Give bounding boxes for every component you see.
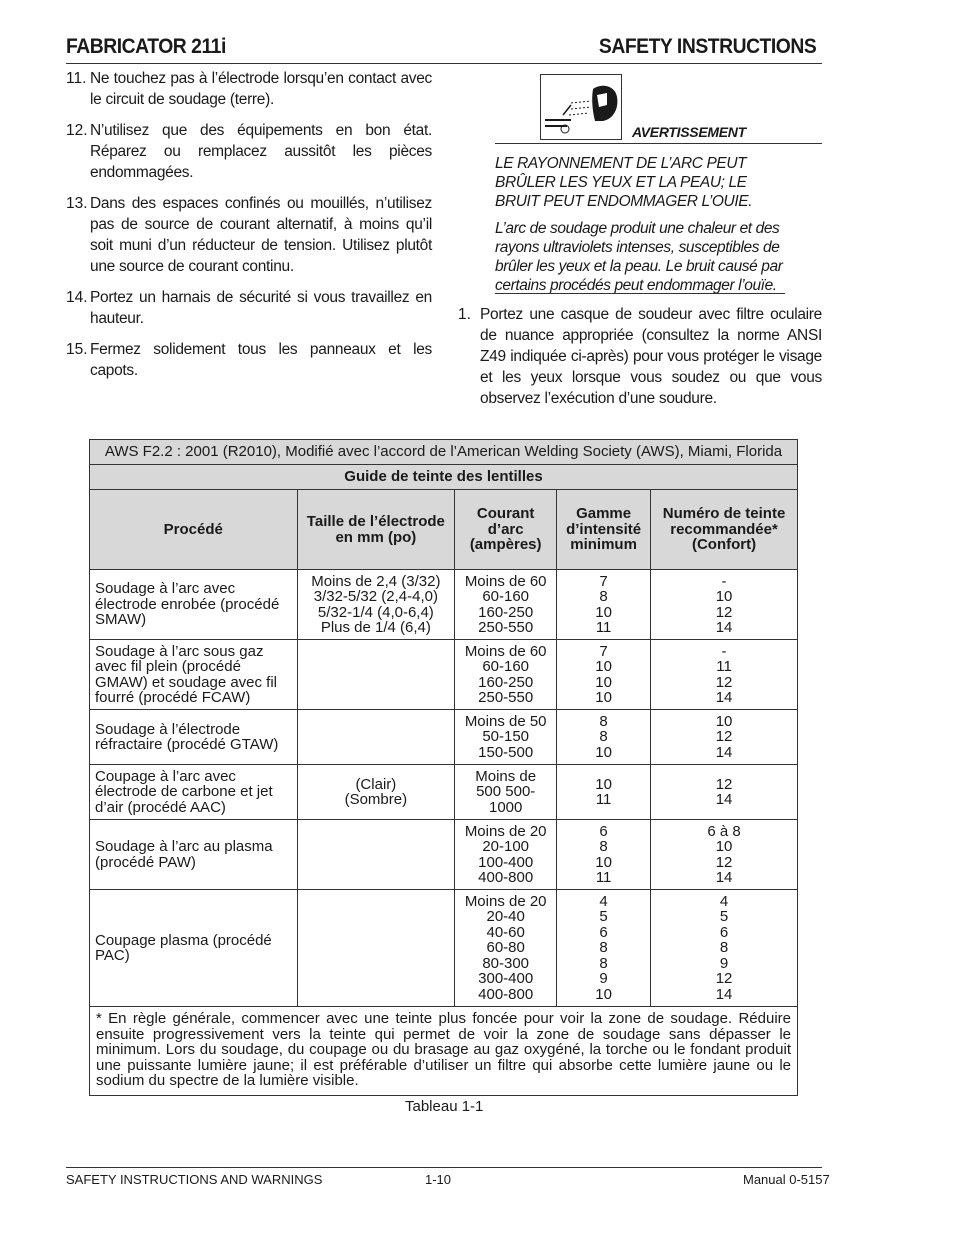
table-row: Soudage à l’arc avec électrode enrobée (procédé SMAW) Moins de 2,4 (3/32) 3/32-5/32 (2,4-4,0) 5/32-1/4 (4,0-6,4) Plus de 1/4 (6,4) Moins de 60 60-160 160-250 250-550 7 8 10 11 - 10 12 14 (90, 570, 798, 640)
cell-line: 160-250 (478, 603, 534, 621)
cell-line: Moins de 2,4 (3/32) (311, 572, 441, 590)
cell-line: 8 (719, 939, 729, 957)
cell-line: 11 (595, 791, 612, 808)
cell-line: Moins de (475, 767, 537, 785)
cell-line: 400-800 (478, 869, 534, 886)
welding-helmet-arc-icon (540, 74, 622, 140)
cell-line: 40-60 (486, 923, 525, 941)
cell-line: 7 (599, 642, 608, 660)
cell-line: 10 (715, 838, 733, 855)
cell-line: 10 (715, 588, 733, 605)
warning-heading: LE RAYONNEMENT DE L’ARC PEUT BRÛLER LES YEUX ET LA PEAU; LE BRUIT PEUT ENDOMMAGER L’OUIE. (495, 155, 753, 210)
cell-line: 10 (595, 743, 612, 761)
cell-line: 10 (595, 985, 612, 1003)
cell-line: 160-250 (478, 673, 534, 691)
cell-line: 8 (599, 939, 608, 957)
cell-line: 6 (599, 923, 608, 941)
table-row: Coupage plasma (procédé PAC) Moins de 20 20-40 40-60 60-80 80-300 300-400 400-800 4 5 6 8 8 9 10 4 5 6 8 9 12 14 (90, 890, 798, 1007)
cell-line: 12 (715, 673, 733, 691)
cell-line: 9 (599, 970, 608, 988)
cell-line: 80-300 (482, 954, 530, 972)
cell-line: 11 (595, 619, 612, 636)
cell-line: 10 (595, 775, 612, 793)
warning-body: L’arc de soudage produit une chaleur et des rayons ultraviolets intenses, susceptibles de brûler les yeux et la peau. Le bruit causé par certains procédés peut endommager l’ouïe. (495, 220, 783, 294)
cell-line: 14 (715, 985, 733, 1003)
cell-line: Moins de 60 (464, 642, 547, 660)
cell-line: 100-400 (478, 853, 534, 871)
cell-line: 60-160 (482, 588, 530, 605)
cell-line: 8 (599, 728, 608, 746)
page-header-product: FABRICATOR 211i (66, 35, 226, 58)
warning-rule-bottom (495, 293, 785, 294)
cell-line: 4 (719, 892, 729, 910)
cell-line: 10 (595, 673, 612, 691)
list-item: 1. Portez une casque de soudeur avec filtre oculaire de nuance appropriée (consultez la norme ANSI Z49 indiquée ci-après) pour vous protéger le visage et les yeux lorsque vous soudez ou que vous observez l’exécution d’une soudure. (458, 306, 822, 407)
column-header: Taille de l’électrode en mm (po) (297, 490, 455, 570)
footer-section: SAFETY INSTRUCTIONS AND WARNINGS (66, 1172, 323, 1187)
cell-line: 12 (715, 970, 733, 988)
cell-line: 5/32-1/4 (4,0-6,4) (317, 603, 434, 621)
cell-line: (Clair) (355, 775, 397, 793)
cell-line: 8 (599, 838, 608, 855)
cell-line: 4 (599, 892, 608, 910)
column-header: Courant d’arc (ampères) (455, 490, 557, 570)
cell-line: - (721, 572, 727, 590)
cell-line: 10 (595, 658, 612, 675)
cell-line: 20-100 (482, 838, 530, 855)
cell-line: 3/32-5/32 (2,4-4,0) (313, 588, 438, 605)
cell-line: 60-160 (482, 658, 530, 675)
cell-line: 14 (715, 869, 733, 886)
cell-line: 6 à 8 (707, 822, 741, 840)
cell-line: 14 (715, 689, 733, 706)
page-number: 1-10 (425, 1172, 452, 1187)
warning-rule-top (495, 143, 822, 144)
safety-list-left (66, 68, 432, 391)
cell-line: 1000 (488, 798, 523, 816)
cell-line: 8 (599, 954, 608, 972)
list-item: 11. Ne touchez pas à l’électrode lorsqu’en contact avec le circuit de soudage (terre). (66, 70, 432, 108)
cell-line: 150-500 (478, 743, 534, 761)
warning-text (495, 154, 791, 303)
column-header: Procédé (90, 490, 298, 570)
header-rule (66, 63, 822, 64)
cell-line: 10 (595, 689, 612, 706)
cell-line: Plus de 1/4 (6,4) (320, 619, 431, 636)
cell-line: 500 500- (476, 783, 536, 801)
page-header-section: SAFETY INSTRUCTIONS (598, 35, 816, 58)
table-row: Soudage à l’électrode réfractaire (procédé GTAW) Moins de 50 50-150 150-500 8 8 10 10 12 14 (90, 710, 798, 765)
cell-line: 8 (599, 712, 608, 730)
cell-line: 11 (716, 658, 732, 675)
cell-line: 250-550 (478, 619, 534, 636)
table-footnote: * En règle générale, commencer avec une teinte plus foncée pour voir la zone de soudage. Réduire ensuite progressivement vers la teinte qui permet de voir la zone de soudage sans dépasser le minimum. Lors du soudage, du coupage ou du brasage au gaz oxygéné, la torche ou le fondant produit une puissante lumière jaune; il est préférable d’utiliser un filtre qui absorbe cette lumière jaune ou le sodium du spectre de la lumière visible. (90, 1007, 798, 1096)
cell-line: Moins de 20 (464, 822, 547, 840)
cell-line: (Sombre) (344, 791, 408, 808)
cell-line: 7 (599, 572, 608, 590)
cell-line: 5 (599, 908, 608, 926)
cell-line: 50-150 (482, 728, 530, 746)
cell-line: 14 (715, 619, 733, 636)
table-title: Guide de teinte des lentilles (90, 465, 798, 490)
cell-line: 20-40 (486, 908, 525, 926)
cell-line: 12 (715, 603, 733, 621)
footer-rule (66, 1167, 822, 1168)
cell-line: 300-400 (478, 970, 534, 988)
cell-line: 60-80 (486, 939, 525, 957)
cell-line: 12 (715, 728, 733, 746)
cell-line: 12 (715, 775, 733, 793)
table-caption: Tableau 1-1 (405, 1098, 484, 1115)
cell-line: Moins de 60 (464, 572, 547, 590)
cell-line: 10 (595, 853, 612, 871)
cell-line: Moins de 50 (464, 712, 547, 730)
list-item: 12. N’utilisez que des équipements en bon état. Réparez ou remplacez aussitôt les pièces endommagées. (66, 122, 432, 181)
lens-shade-table (89, 439, 798, 1096)
cell-line: 11 (595, 869, 612, 886)
manual-number: Manual 0-5157 (743, 1172, 830, 1187)
cell-line: 8 (599, 588, 608, 605)
cell-line: 12 (715, 853, 733, 871)
cell-line: 250-550 (478, 689, 534, 706)
list-item: 14. Portez un harnais de sécurité si vous travaillez en hauteur. (66, 289, 432, 327)
cell-line: 5 (719, 908, 729, 926)
cell-line: - (721, 642, 727, 660)
cell-line: 6 (719, 923, 729, 941)
cell-line: 6 (599, 822, 608, 840)
table-row: Soudage à l’arc au plasma (procédé PAW) Moins de 20 20-100 100-400 400-800 6 8 10 11 6 à 8 10 12 14 (90, 820, 798, 890)
cell-line: 10 (595, 603, 612, 621)
list-item: 15. Fermez solidement tous les panneaux et les capots. (66, 341, 432, 379)
cell-line: Moins de 20 (464, 892, 547, 910)
column-header: Numéro de teinte recommandée* (Confort) (651, 490, 798, 570)
column-header: Gamme d’intensité minimum (557, 490, 651, 570)
cell-line: 10 (715, 712, 733, 730)
table-row: Soudage à l’arc sous gaz avec fil plein (procédé GMAW) et soudage avec fil fourré (procédé FCAW) Moins de 60 60-160 160-250 250-550 7 10 10 10 - 11 12 14 (90, 640, 798, 710)
cell-line: 9 (719, 954, 729, 972)
list-item: 13. Dans des espaces confinés ou mouillés, n’utilisez pas de source de courant alternatif, à moins qu’il soit muni d’un réducteur de tension. Utilisez plutôt une source de courant continu. (66, 195, 432, 275)
warning-label: AVERTISSEMENT (632, 124, 746, 140)
cell-line: 400-800 (478, 985, 534, 1003)
cell-line: 14 (715, 743, 733, 761)
table-row: Coupage à l’arc avec électrode de carbone et jet d’air (procédé AAC) (Clair) (Sombre) Moins de 500 500- 1000 10 11 12 14 (90, 765, 798, 820)
cell-line: 14 (715, 791, 733, 808)
table-source: AWS F2.2 : 2001 (R2010), Modifié avec l’accord de l’American Welding Society (AWS), Miami, Florida (90, 440, 798, 465)
